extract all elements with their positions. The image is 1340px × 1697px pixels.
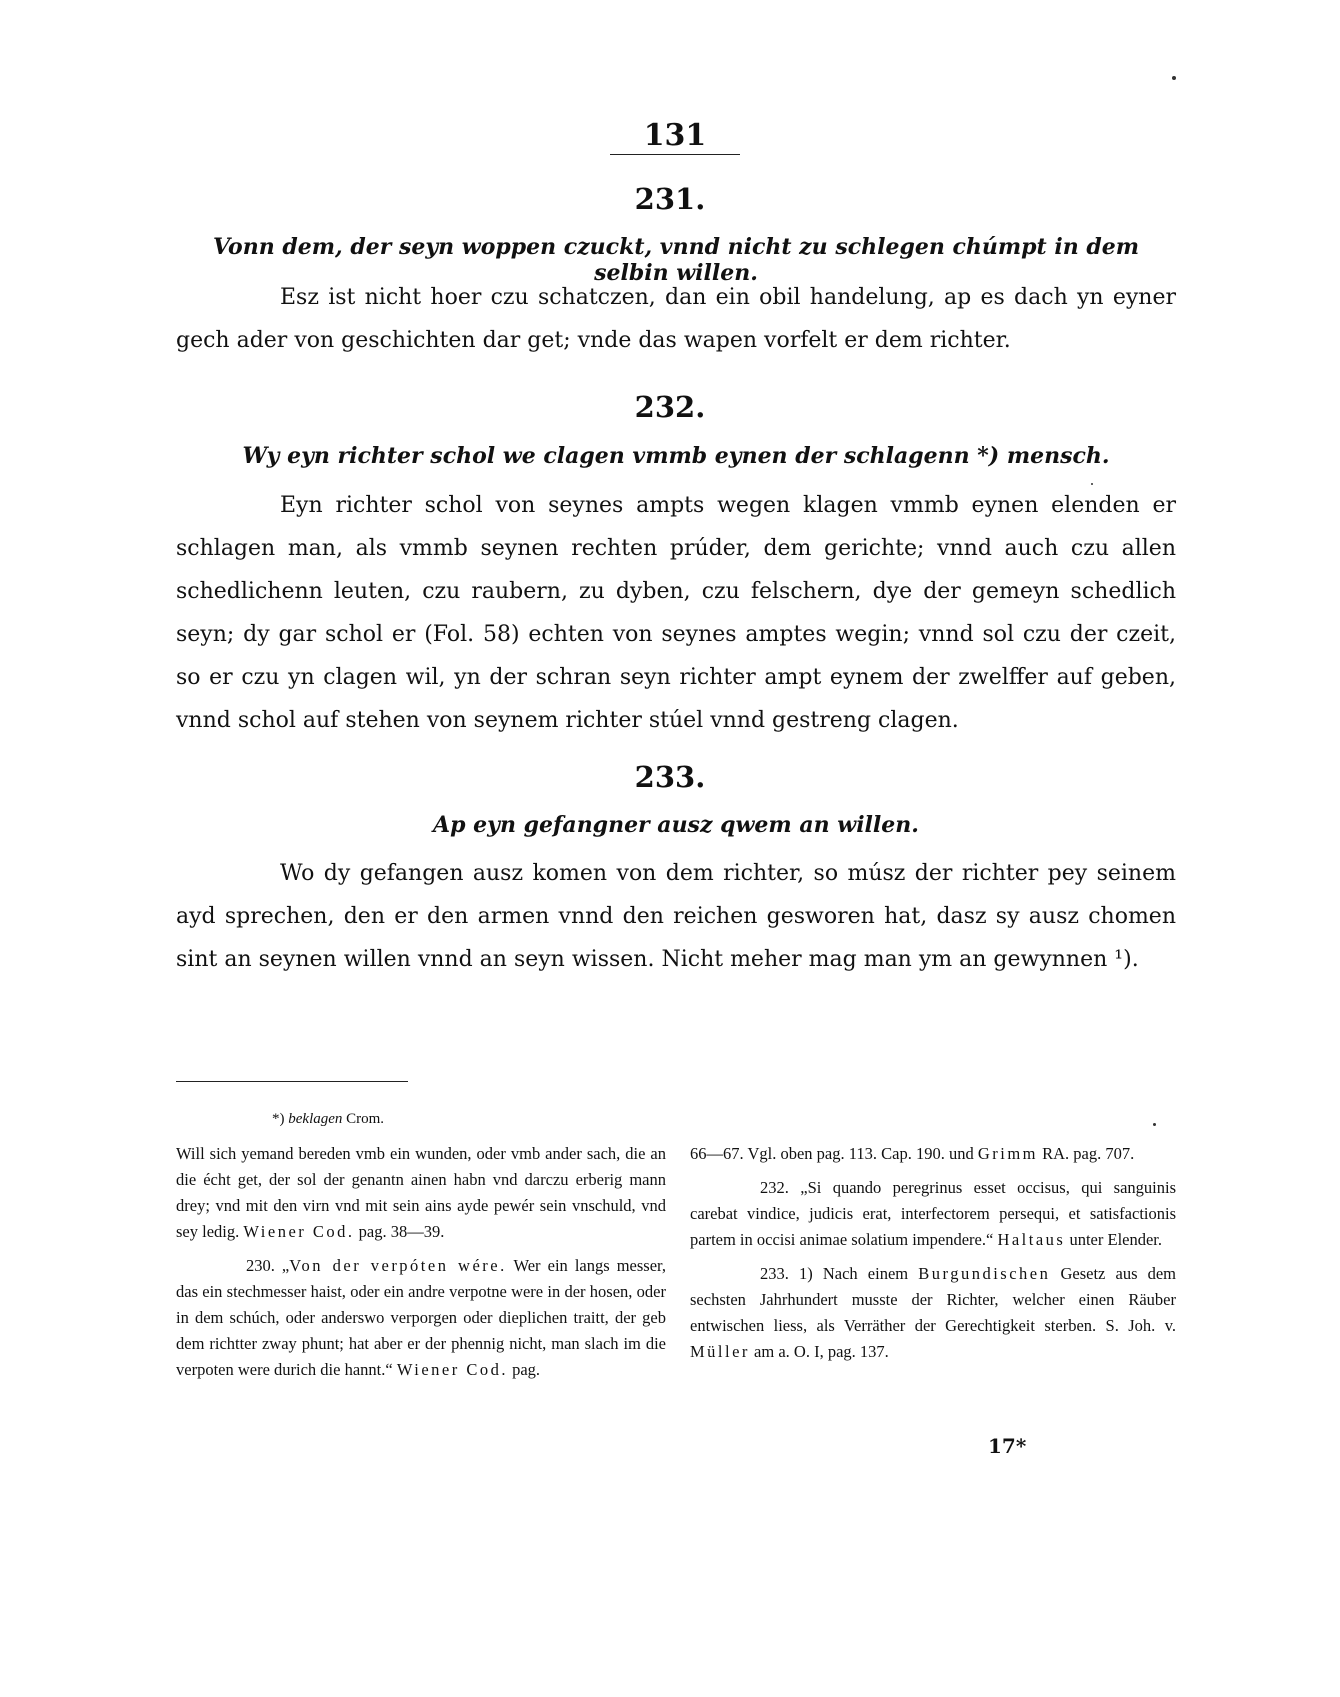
- footnote-entry: [690, 1141, 1176, 1167]
- section-title-233: Ap eyn gefangner ausz qwem an willen.: [433, 812, 919, 838]
- footnote-source: Wiener Cod.: [243, 1222, 355, 1241]
- footnote-term: Burgundischen: [918, 1264, 1051, 1283]
- section-paragraph-231: Esz ist nicht hoer czu schatczen, dan ein obil handelung, ap es dach yn eyner gech ader von geschichten dar get; vnde das wapen vorfelt er dem richter.: [176, 285, 1176, 353]
- footnote-text: 233. 1) Nach einem: [760, 1264, 909, 1283]
- section-body-231: [176, 276, 1176, 362]
- scan-speck: [1172, 76, 1176, 80]
- scan-speck: [1091, 483, 1093, 485]
- section-number-233: 233.: [634, 760, 706, 794]
- star-footnote-word: beklagen: [288, 1111, 343, 1127]
- footnote-author: Müller: [690, 1342, 750, 1361]
- page-number: 131: [643, 118, 707, 153]
- footnote-column-left: [176, 1141, 666, 1383]
- section-title-232: Wy eyn richter schol we clagen vmmb eynen der schlagenn *) mensch.: [242, 443, 1110, 469]
- star-footnote-source: Crom.: [346, 1111, 385, 1127]
- page-number-rule: [610, 154, 740, 155]
- footnote-page-ref: RA. pag. 707.: [1042, 1144, 1135, 1163]
- footnote-rule: [176, 1081, 408, 1082]
- footnote-number: 230. „: [246, 1256, 290, 1275]
- footnote-author: Grimm: [977, 1144, 1038, 1163]
- footnote-page-ref: am a. O. I, pag. 137.: [754, 1342, 889, 1361]
- footnote-text: Will sich yemand bereden vmb ein wunden, oder vmb ander sach, die an die écht get, der sol der genantn ainen habn vnd darczu erberig mann drey; vnd mit den virn vnd mit sein ains ayde pewér sein vnschuld, vnd sey ledig.: [176, 1144, 666, 1241]
- footnote-text: Gesetz aus dem sechsten Jahrhundert musste der Richter, welcher einen Räuber entwischen liess, als Verräther der Gerechtigkeit sterben. S. Joh. v.: [690, 1264, 1177, 1335]
- footnote-page-ref: pag. 38—39.: [358, 1222, 445, 1241]
- footnote-entry: [690, 1261, 1176, 1365]
- footnote-page-ref: unter Elender.: [1069, 1230, 1163, 1249]
- footnote-heading: Von der verpóten wére.: [289, 1256, 507, 1275]
- section-number-231: 231.: [634, 182, 706, 216]
- star-footnote-marker: *): [272, 1111, 285, 1127]
- star-footnote: [272, 1111, 384, 1128]
- section-paragraph-232: Eyn richter schol von seynes ampts wegen klagen vmmb eynen elenden er schlagen man, als vmmb seynen rechten prúder, dem gerichte; vnnd auch czu allen schedlichenn leuten, czu raubern, zu dyben, czu felschern, dye der gemeyn schedlich seyn; dy gar schol er (Fol. 58) echten von seynes amptes wegin; vnnd sol czu der czeit, so er czu yn clagen wil, yn der schran seyn richter ampt eynem der zwelffer auf geben, vnnd schol auf stehen von seynem richter stúel vnnd gestreng clagen.: [176, 493, 1176, 733]
- signature-mark: 17*: [988, 1434, 1027, 1458]
- footnote-text: 66—67. Vgl. oben pag. 113. Cap. 190. und: [690, 1144, 974, 1163]
- footnote-author: Haltaus: [997, 1230, 1066, 1249]
- section-body-232: [176, 484, 1176, 742]
- footnote-entry: [176, 1253, 666, 1383]
- section-number-232: 232.: [634, 390, 706, 424]
- footnote-entry: [690, 1175, 1176, 1253]
- footnote-page-ref: pag.: [512, 1360, 541, 1379]
- footnote-source: Wiener Cod.: [396, 1360, 508, 1379]
- footnote-entry: [176, 1141, 666, 1245]
- footnote-text: 232. „Si quando peregrinus esset occisus, qui sanguinis carebat vindice, judicis erat, interfectorem persequi, et satisfactionis partem in occisi animae solatium impendere.“: [690, 1178, 1176, 1249]
- section-title-231: Vonn dem, der seyn woppen czuckt, vnnd nicht zu schlegen chúmpt in dem selbin willen.: [212, 234, 1140, 286]
- footnote-text: Wer ein langs messer, das ein stechmesser haist, oder ein andre verpotne were in der hosen, oder in dem schúch, oder anderswo verporgen oder dieplichen traitt, der geb dem richtter zway phunt; hat aber er der phennig nicht, man slach im die verpoten were durich die hannt.“: [176, 1256, 667, 1379]
- scan-speck: [1153, 1123, 1156, 1126]
- section-body-233: [176, 852, 1176, 981]
- section-paragraph-233: Wo dy gefangen ausz komen von dem richter, so músz der richter pey seinem ayd sprechen, den er den armen vnnd den reichen gesworen hat, dasz sy ausz chomen sint an seynen willen vnnd an seyn wissen. Nicht meher mag man ym an gewynnen ¹).: [176, 861, 1176, 972]
- footnote-column-right: [690, 1141, 1176, 1365]
